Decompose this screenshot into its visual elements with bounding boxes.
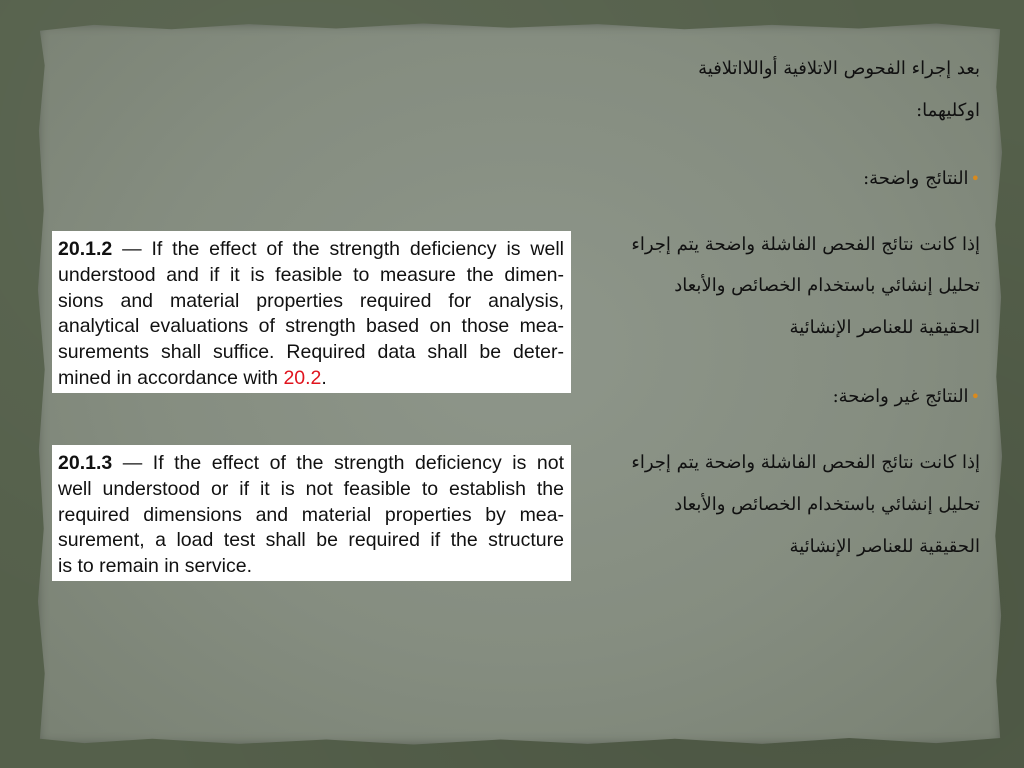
intro-line-1: بعد إجراء الفحوص الاتلافية أواللااتلافية [698, 58, 980, 79]
bullet-icon: • [970, 387, 980, 406]
bullet-unclear-results [833, 386, 980, 407]
code-excerpt-20-1-2 [52, 231, 571, 393]
excerpt-line: understood and if it is feasible to measure the dimen- [58, 263, 564, 286]
para2-line-3: الحقيقية للعناصر الإنشائية [789, 536, 980, 557]
para2-line-2: تحليل إنشائي باستخدام الخصائص والأبعاد [674, 494, 980, 515]
para2-line-1: إذا كانت نتائج الفحص الفاشلة واضحة يتم إجراء [631, 452, 980, 473]
intro-line-2: اوكليهما: [916, 100, 980, 121]
excerpt-line: is to remain in service. [58, 555, 252, 578]
code-excerpt-20-1-3 [52, 445, 571, 581]
section-number: 20.1.3 [58, 452, 113, 474]
para1-line-1: إذا كانت نتائج الفحص الفاشلة واضحة يتم إجراء [631, 234, 980, 255]
excerpt-line: mined in accordance with 20.2. [58, 366, 327, 389]
excerpt-line: sions and material properties required for analysis, [58, 289, 564, 312]
excerpt-line: 20.1.2 — If the effect of the strength deficiency is well [58, 238, 564, 260]
excerpt-line: analytical evaluations of strength based on those mea- [58, 315, 564, 338]
para1-line-2: تحليل إنشائي باستخدام الخصائص والأبعاد [674, 275, 980, 296]
section-number: 20.1.2 [58, 238, 113, 260]
excerpt-line: 20.1.3 — If the effect of the strength deficiency is not [58, 452, 564, 474]
excerpt-line: required dimensions and material properties by mea- [58, 503, 564, 526]
bullet-unclear-label: النتائج غير واضحة: [832, 386, 969, 407]
para1-line-3: الحقيقية للعناصر الإنشائية [789, 317, 980, 338]
section-reference-link[interactable]: 20.2 [283, 366, 322, 389]
bullet-clear-label: النتائج واضحة: [863, 168, 969, 189]
bullet-clear-results [863, 168, 980, 189]
excerpt-line: surement, a load test shall be required if the structure [58, 529, 564, 552]
excerpt-line: well understood or if it is not feasible to establish the [58, 477, 564, 500]
excerpt-line: surements shall suffice. Required data shall be deter- [58, 341, 564, 364]
bullet-icon: • [970, 169, 980, 188]
